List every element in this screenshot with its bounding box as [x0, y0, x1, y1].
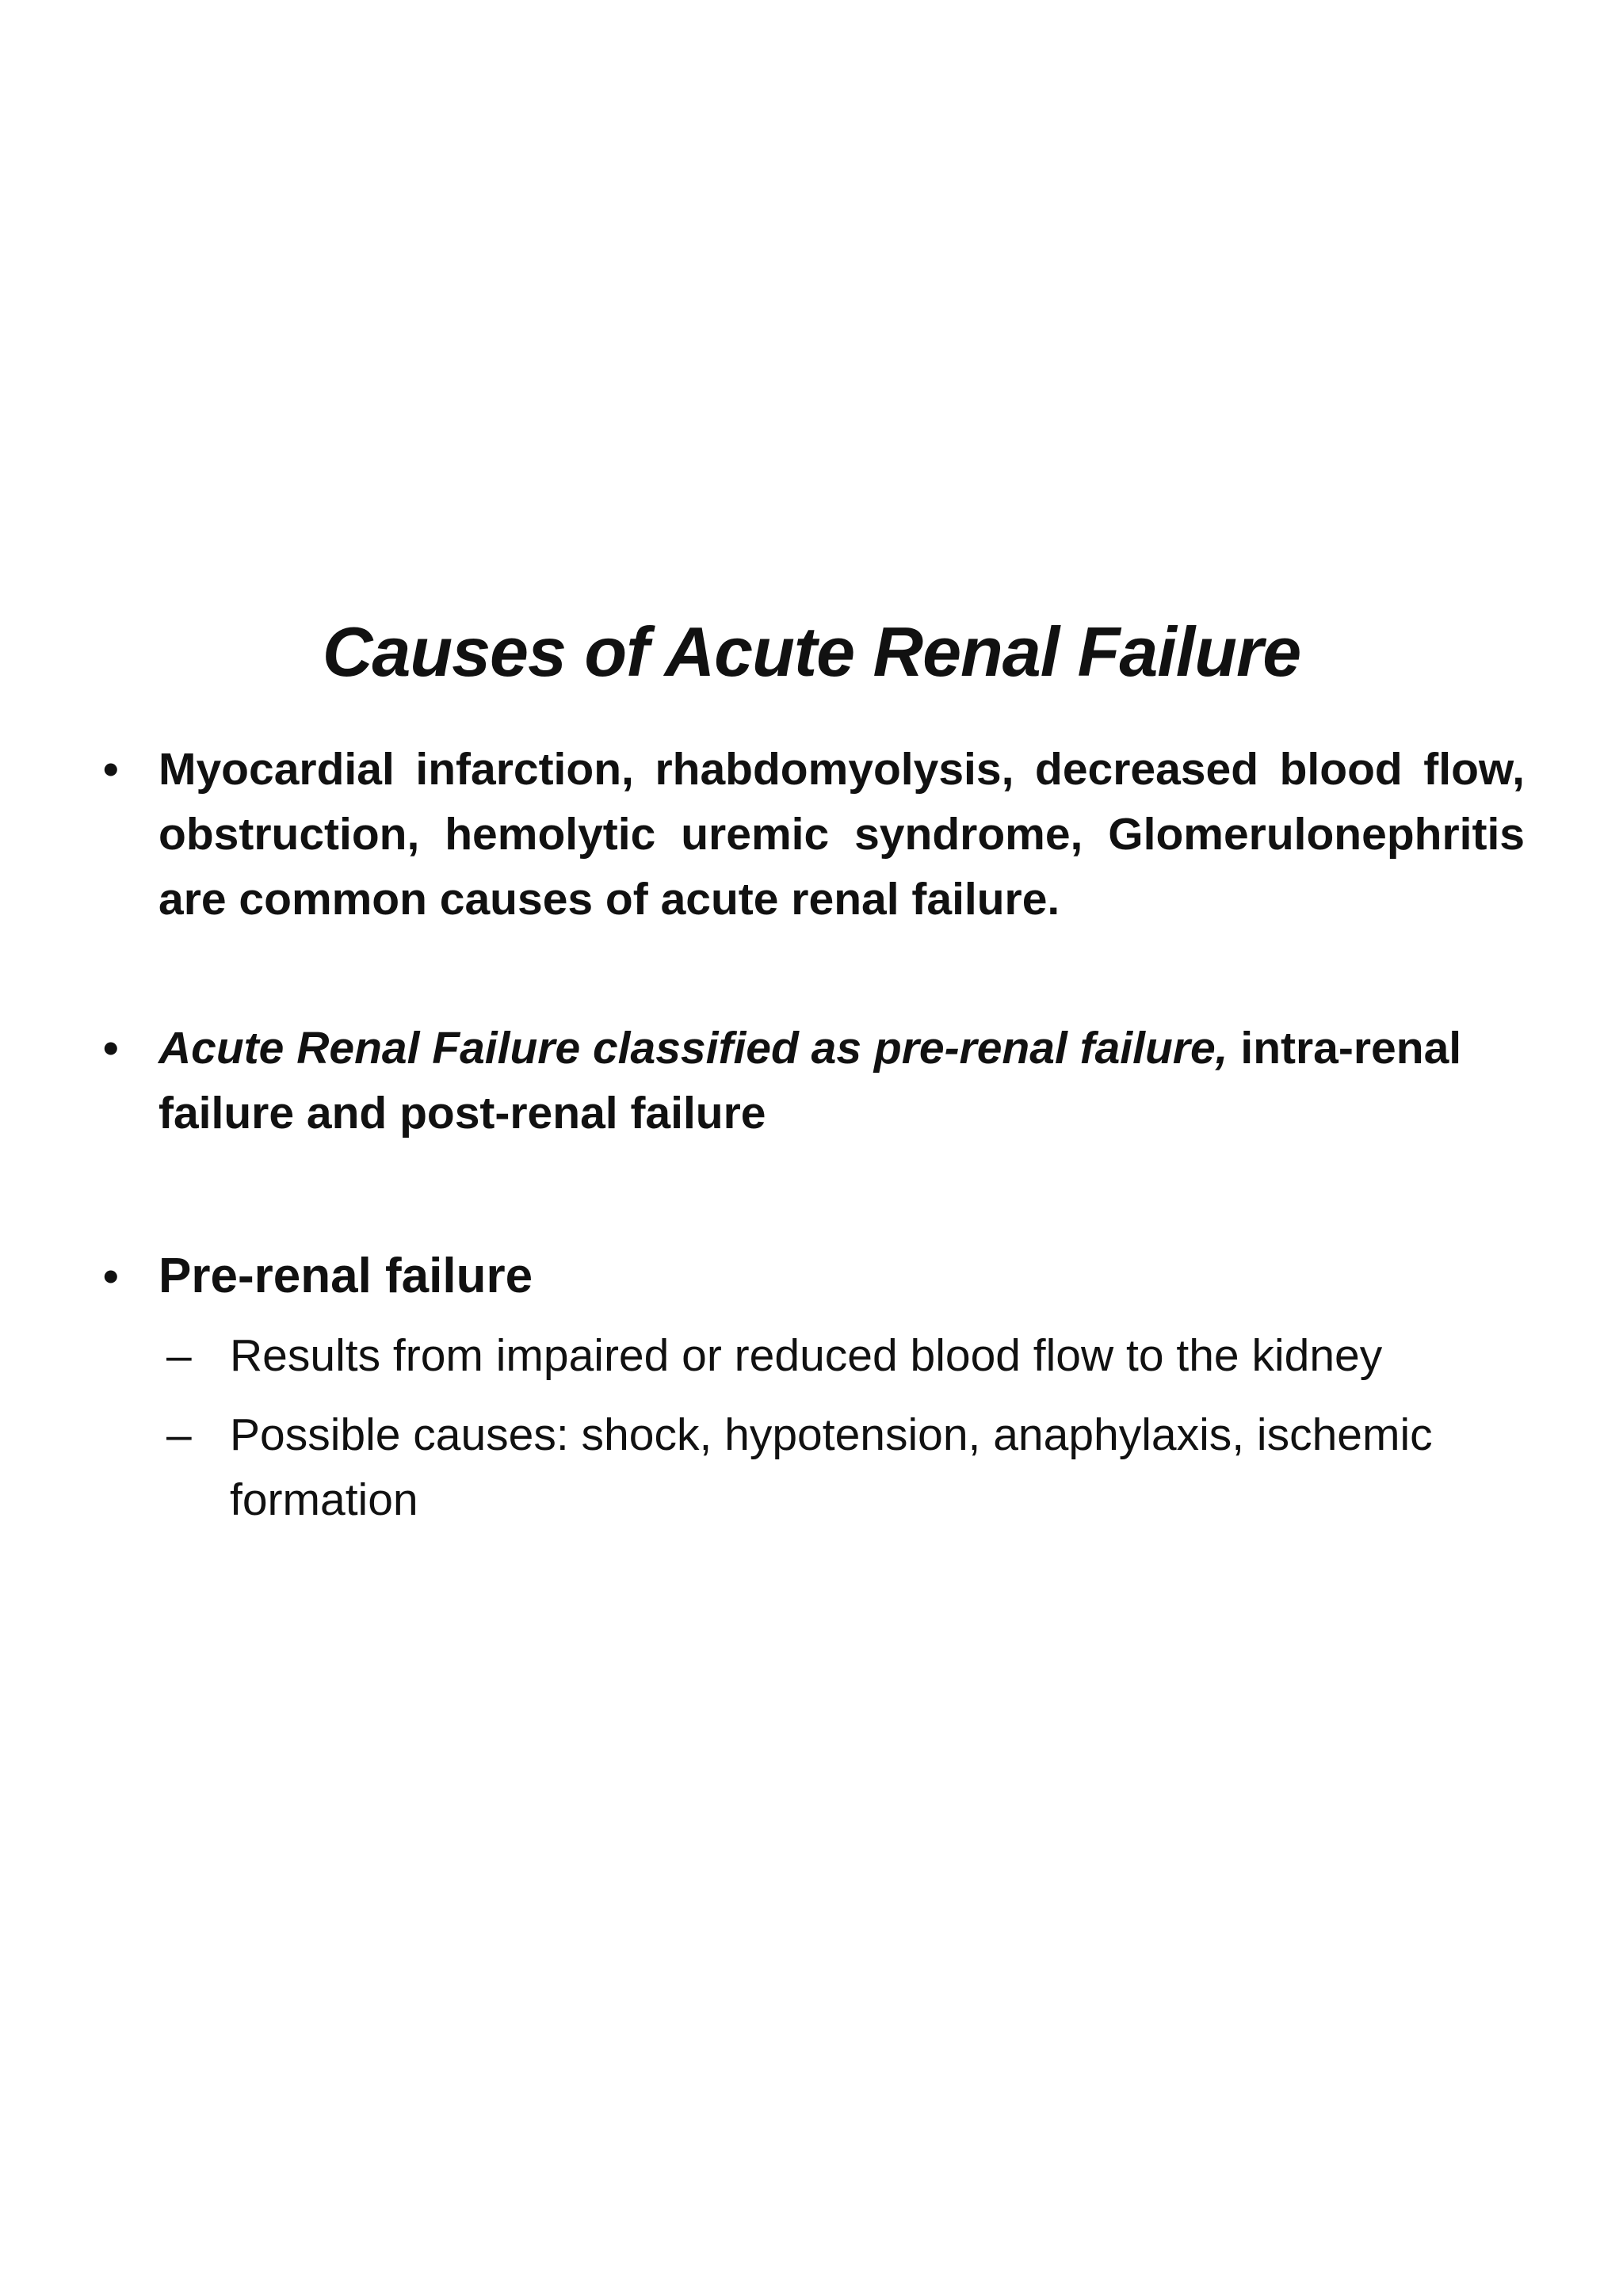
- bullet-classification: [103, 1016, 1525, 1146]
- bullet-icon: •: [103, 1251, 119, 1301]
- dash-icon: –: [166, 1330, 192, 1381]
- slide-title: Causes of Acute Renal Failure: [322, 612, 1301, 691]
- sub-item-possible-causes: [166, 1402, 1529, 1532]
- dash-icon: –: [166, 1409, 192, 1460]
- sub-item-text: Results from impaired or reduced blood flow to the kidney: [230, 1330, 1383, 1381]
- bullet-text-normal: intra-renal failure and post-renal failure: [158, 1023, 1462, 1138]
- bullet-text-italic: Acute Renal Failure classified as pre-renal failure,: [158, 1023, 1228, 1074]
- bullet-causes: [103, 737, 1525, 932]
- sub-item-text: Possible causes: shock, hypotension, anaphylaxis, ischemic formation: [230, 1409, 1433, 1525]
- bullet-pre-renal: [103, 1241, 1525, 1312]
- bullet-heading: Pre-renal failure: [158, 1249, 533, 1303]
- sub-item-blood-flow: [166, 1323, 1529, 1388]
- bullet-text: Myocardial infarction, rhabdomyolysis, decreased blood flow, obstruction, hemolytic uremic syndrome, Glomerulonephritis are common causes of acute renal failure.: [158, 744, 1525, 925]
- bullet-icon: •: [103, 1023, 119, 1073]
- bullet-icon: •: [103, 744, 119, 794]
